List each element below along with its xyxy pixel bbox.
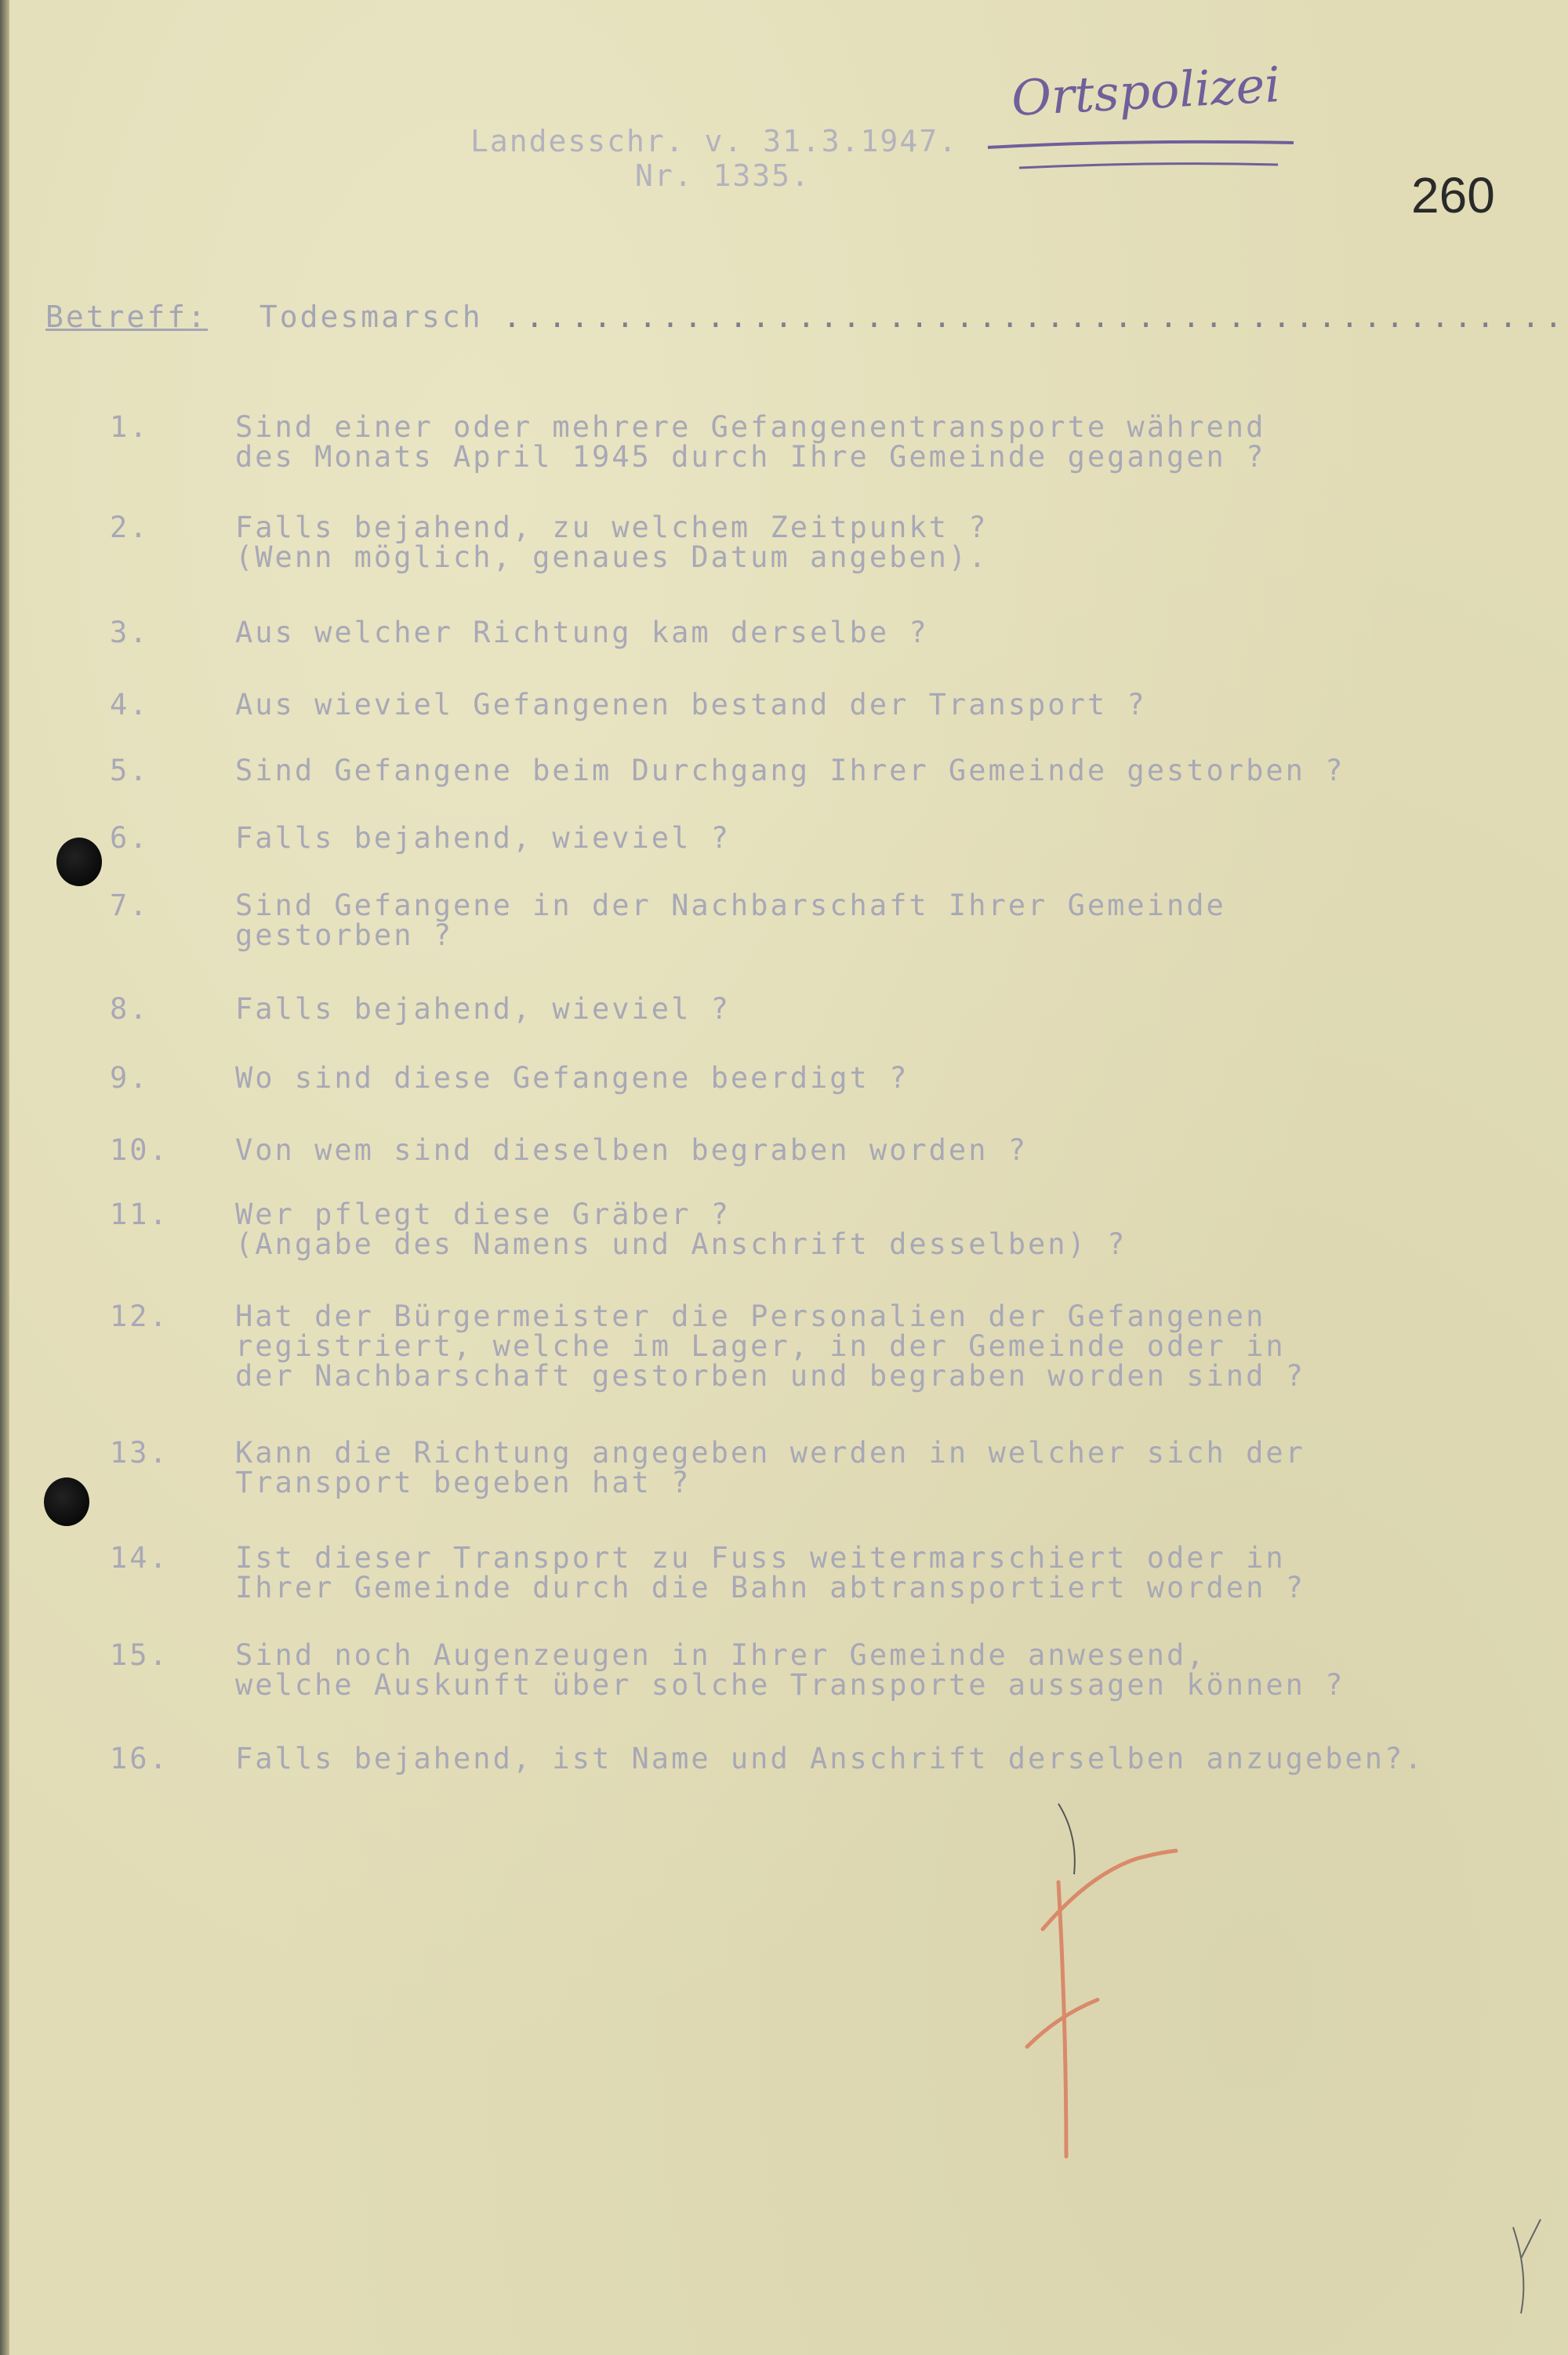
question-number: 15. <box>110 1638 169 1672</box>
subject-label: Betreff: <box>45 300 209 334</box>
subject-value: Todesmarsch <box>259 300 483 334</box>
question-text: registriert, welche im Lager, in der Gemeinde oder in <box>235 1329 1286 1363</box>
pencil-tick <box>1505 2211 1552 2321</box>
punch-hole-top <box>56 838 102 886</box>
question-text: Sind noch Augenzeugen in Ihrer Gemeinde anwesend, <box>235 1638 1207 1672</box>
question-number: 7. <box>110 889 150 922</box>
question-text: Ist dieser Transport zu Fuss weitermarschiert oder in <box>235 1541 1286 1575</box>
question-text: Aus welcher Richtung kam derselbe ? <box>235 616 929 649</box>
question-number: 14. <box>110 1541 169 1575</box>
reference-line-1: Landesschr. v. 31.3.1947. <box>470 124 958 158</box>
question-text: welche Auskunft über solche Transporte aussagen können ? <box>235 1668 1345 1702</box>
question-number: 5. <box>110 754 150 787</box>
question-number: 9. <box>110 1061 150 1095</box>
question-number: 13. <box>110 1436 169 1470</box>
subject-dots: ............................................... <box>503 300 1567 334</box>
question-text: Falls bejahend, ist Name und Anschrift derselben anzugeben?. <box>235 1742 1425 1775</box>
question-number: 16. <box>110 1742 169 1775</box>
question-number: 10. <box>110 1133 169 1167</box>
punch-hole-bottom <box>44 1477 89 1526</box>
question-text: Falls bejahend, wieviel ? <box>235 821 731 855</box>
question-text: (Angabe des Namens und Anschrift desselben) ? <box>235 1227 1127 1261</box>
recipient-underline <box>972 133 1325 180</box>
question-text: Falls bejahend, zu welchem Zeitpunkt ? <box>235 511 989 544</box>
question-text: Von wem sind dieselben begraben worden ? <box>235 1133 1029 1167</box>
handwritten-recipient: Ortspolizei <box>1010 56 1282 127</box>
question-number: 12. <box>110 1299 169 1333</box>
question-text: (Wenn möglich, genaues Datum angeben). <box>235 540 989 574</box>
question-number: 11. <box>110 1197 169 1231</box>
question-text: des Monats April 1945 durch Ihre Gemeinde gegangen ? <box>235 440 1266 474</box>
question-number: 1. <box>110 410 150 444</box>
question-number: 4. <box>110 688 150 721</box>
question-text: Sind einer oder mehrere Gefangenentransporte während <box>235 410 1266 444</box>
question-text: gestorben ? <box>235 918 454 952</box>
question-text: Aus wieviel Gefangenen bestand der Transport ? <box>235 688 1147 721</box>
red-pencil-mark <box>972 1788 1207 2180</box>
page-edge <box>0 0 9 2355</box>
question-number: 8. <box>110 992 150 1026</box>
question-number: 2. <box>110 511 150 544</box>
page-number: 260 <box>1411 167 1495 224</box>
question-text: Kann die Richtung angegeben werden in welcher sich der <box>235 1436 1305 1470</box>
question-text: der Nachbarschaft gestorben und begraben worden sind ? <box>235 1359 1305 1393</box>
question-text: Ihrer Gemeinde durch die Bahn abtransportiert worden ? <box>235 1571 1305 1605</box>
question-number: 6. <box>110 821 150 855</box>
question-text: Falls bejahend, wieviel ? <box>235 992 731 1026</box>
question-text: Hat der Bürgermeister die Personalien der Gefangenen <box>235 1299 1266 1333</box>
question-text: Sind Gefangene in der Nachbarschaft Ihrer Gemeinde <box>235 889 1226 922</box>
question-text: Wo sind diese Gefangene beerdigt ? <box>235 1061 909 1095</box>
question-text: Wer pflegt diese Gräber ? <box>235 1197 731 1231</box>
reference-header <box>470 124 958 193</box>
subject-line <box>45 300 1567 334</box>
reference-line-2: Nr. 1335. <box>635 158 811 193</box>
question-text: Transport begeben hat ? <box>235 1466 691 1499</box>
question-text: Sind Gefangene beim Durchgang Ihrer Gemeinde gestorben ? <box>235 754 1345 787</box>
question-number: 3. <box>110 616 150 649</box>
